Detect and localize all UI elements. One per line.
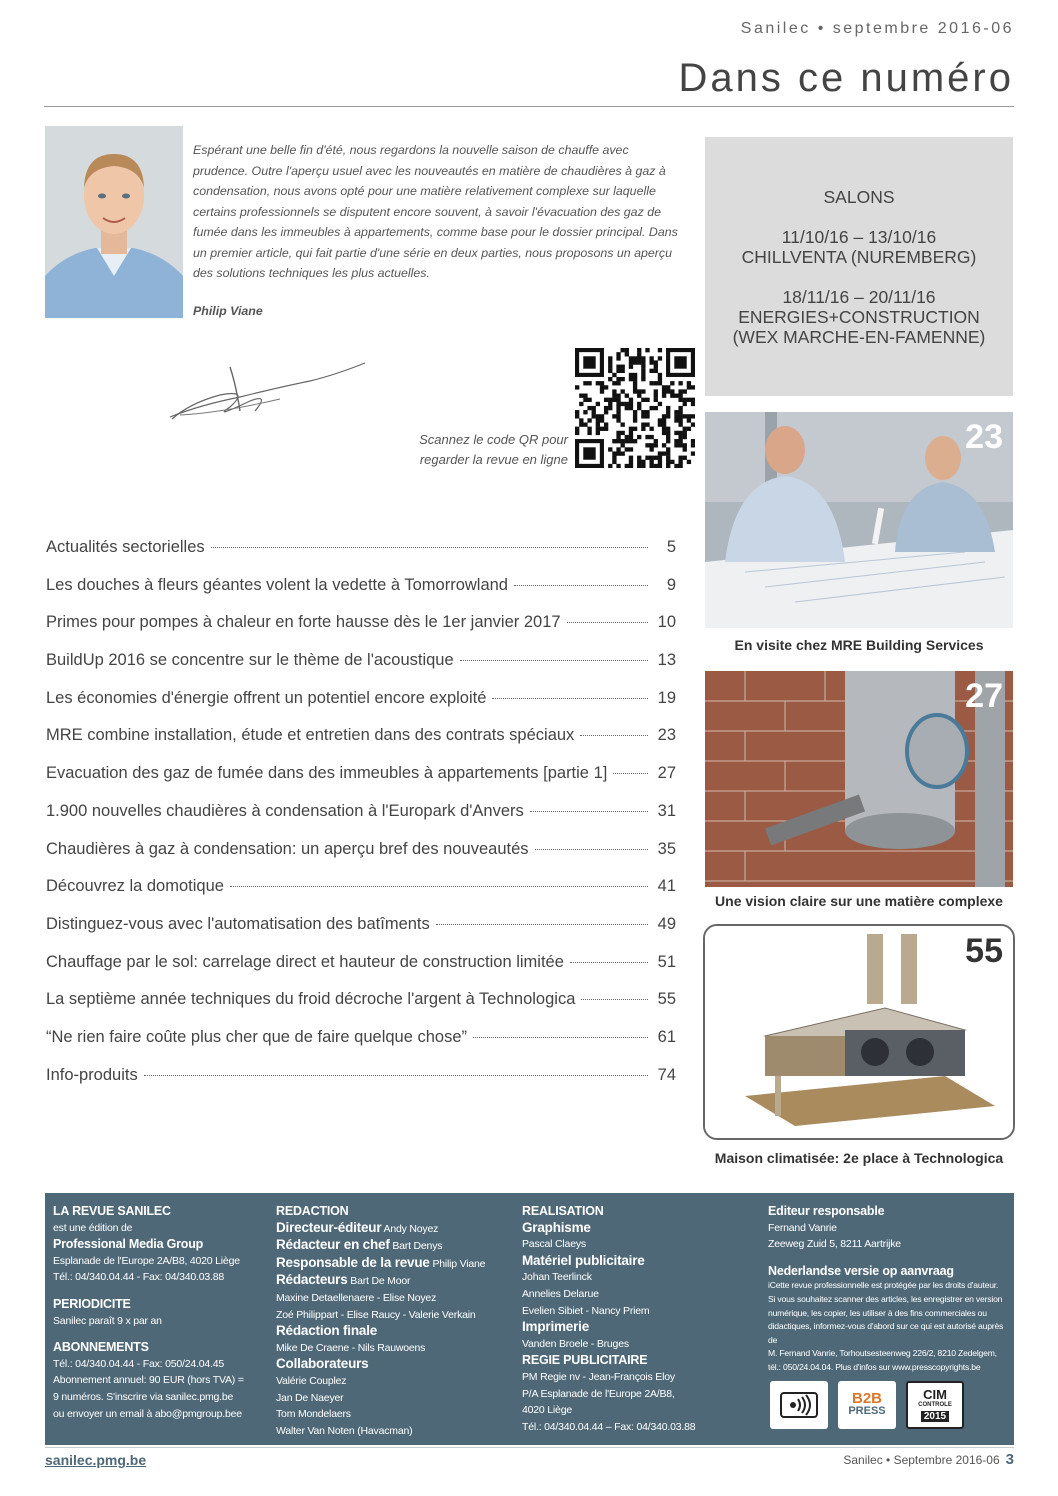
salon-event bbox=[705, 227, 1013, 267]
colophon-line: Si vous souhaitez scanner des articles, les enregistrer en version bbox=[768, 1293, 1003, 1304]
colophon-person: Philip Viane bbox=[432, 1257, 486, 1270]
toc-leader bbox=[580, 735, 648, 736]
salon-dates: 11/10/16 – 13/10/16 bbox=[781, 227, 937, 247]
editor-name: Philip Viane bbox=[193, 304, 263, 318]
toc-leader bbox=[613, 773, 648, 774]
toc-leader bbox=[460, 660, 648, 661]
colophon-line: PM Regie nv - Jean-François Eloy bbox=[522, 1370, 675, 1383]
colophon-line: tél.: 050/24.04.04. Plus d'infos sur www.presscopyrights.be bbox=[768, 1361, 981, 1372]
toc-entry-title: 1.900 nouvelles chaudières à condensation à l'Europark d'Anvers bbox=[46, 801, 524, 820]
toc-entry-title: Actualités sectorielles bbox=[46, 538, 205, 556]
logo-row bbox=[770, 1381, 964, 1429]
colophon-role: Matériel publicitaire bbox=[522, 1252, 645, 1268]
toc-entry-title: La septième année techniques du froid décroche l'argent à Technologica bbox=[46, 990, 576, 1009]
colophon-line: Walter Van Noten (Havacman) bbox=[276, 1424, 413, 1437]
colophon-role: Collaborateurs bbox=[276, 1356, 369, 1372]
colophon-role: Graphisme bbox=[522, 1219, 591, 1235]
colophon-line: Sanilec paraît 9 x par an bbox=[53, 1314, 162, 1327]
toc-entry-title: Chaudières à gaz à condensation: un aperçu bref des nouveautés bbox=[46, 839, 529, 858]
toc-leader bbox=[570, 962, 648, 963]
toc-entry-title: MRE combine installation, étude et entretien dans des contrats spéciaux bbox=[46, 726, 575, 745]
feature-page-number: 27 bbox=[965, 677, 1003, 715]
toc-entry-title: Les économies d'énergie offrent un potentiel encore exploité bbox=[46, 688, 487, 707]
page-title: Dans ce numéro bbox=[678, 56, 1014, 100]
toc-entry-title: Chauffage par le sol: carrelage direct et hauteur de construction limitée bbox=[46, 952, 564, 971]
toc-entry-page: 41 bbox=[657, 877, 676, 896]
toc-entry[interactable] bbox=[46, 915, 676, 953]
toc-entry[interactable] bbox=[46, 990, 676, 1028]
toc-entry[interactable] bbox=[46, 1028, 676, 1066]
toc-entry[interactable] bbox=[46, 613, 676, 651]
colophon-line: Tél.: 04/340.04.44 – Fax: 04/340.03.88 bbox=[522, 1420, 696, 1433]
toc-entry-page: 74 bbox=[657, 1065, 676, 1084]
toc-entry[interactable] bbox=[46, 726, 676, 764]
salon-dates: 18/11/16 – 20/11/16 bbox=[782, 287, 936, 307]
colophon-heading: Editeur responsable bbox=[768, 1204, 885, 1218]
toc-entry[interactable] bbox=[46, 689, 676, 727]
colophon-line: Fernand Vanrie bbox=[768, 1221, 837, 1234]
toc-leader bbox=[492, 698, 648, 699]
salons-box bbox=[705, 137, 1013, 396]
colophon-heading: REDACTION bbox=[276, 1204, 349, 1218]
colophon-line: P/A Esplanade de l'Europe 2A/B8, bbox=[522, 1387, 675, 1400]
toc-entry-page: 13 bbox=[657, 651, 676, 670]
colophon-line: Johan Teerlinck bbox=[522, 1271, 592, 1284]
toc-entry-title: Distinguez-vous avec l'automatisation des batîments bbox=[46, 914, 430, 933]
toc-leader bbox=[144, 1075, 648, 1076]
colophon-line: 9 numéros. S'inscrire via sanilec.pmg.be bbox=[53, 1390, 234, 1403]
colophon-person: Bart Denys bbox=[392, 1240, 443, 1253]
page-footer bbox=[843, 1451, 1014, 1468]
salon-event bbox=[705, 287, 1013, 347]
feature-page-number: 23 bbox=[965, 418, 1003, 456]
colophon-line: didactiques, informez-vous d'abord sur ce qui est autorisé auprès de bbox=[768, 1321, 1004, 1345]
colophon-heading: Nederlandse versie op aanvraag bbox=[768, 1263, 954, 1278]
toc-leader bbox=[567, 622, 648, 623]
toc-entry[interactable] bbox=[46, 576, 676, 614]
colophon-role: Imprimerie bbox=[522, 1319, 590, 1335]
colophon-line: Mike De Craene - Nils Rauwoens bbox=[276, 1341, 426, 1354]
toc-leader bbox=[473, 1037, 648, 1038]
colophon-line: Annelies Delarue bbox=[522, 1287, 599, 1300]
colophon-redaction bbox=[276, 1203, 516, 1439]
contactless-logo bbox=[770, 1381, 828, 1429]
colophon-role: Rédacteur en chef bbox=[276, 1237, 390, 1253]
colophon-heading: LA REVUE SANILEC bbox=[53, 1204, 171, 1218]
site-url-link[interactable]: sanilec.pmg.be bbox=[45, 1452, 147, 1468]
toc-entry-page: 9 bbox=[666, 575, 676, 594]
toc-entry-page: 51 bbox=[657, 952, 676, 971]
qr-caption: Scannez le code QR pour regarder la revue en ligne bbox=[419, 432, 568, 467]
colophon-publisher bbox=[53, 1203, 273, 1422]
b2b-logo-text: B2B bbox=[851, 1390, 882, 1407]
feature-photo-installation[interactable] bbox=[703, 924, 1015, 1140]
feature-caption: Maison climatisée: 2e place à Technologica bbox=[714, 1150, 1004, 1166]
toc-entry-page: 23 bbox=[657, 726, 676, 745]
colophon bbox=[45, 1193, 1014, 1445]
colophon-role: Responsable de la revue bbox=[276, 1254, 430, 1270]
toc-entry[interactable] bbox=[46, 1066, 676, 1104]
colophon-heading: REGIE PUBLICITAIRE bbox=[522, 1353, 648, 1368]
toc-leader bbox=[211, 547, 648, 548]
colophon-line: Zoé Philippart - Elise Raucy - Valerie Verkain bbox=[276, 1308, 476, 1321]
toc-entry-page: 49 bbox=[657, 914, 676, 933]
toc-entry[interactable] bbox=[46, 651, 676, 689]
toc-entry[interactable] bbox=[46, 764, 676, 802]
salon-name: CHILLVENTA (NUREMBERG) bbox=[741, 247, 977, 267]
colophon-line: Maxine Detaellenaere - Elise Noyez bbox=[276, 1291, 437, 1304]
colophon-line: Jan De Naeyer bbox=[276, 1391, 344, 1404]
colophon-role: Directeur-éditeur bbox=[276, 1219, 382, 1235]
toc-entry[interactable] bbox=[46, 877, 676, 915]
cim-logo-sub: CONTROLE bbox=[918, 1401, 952, 1408]
colophon-role: Rédaction finale bbox=[276, 1323, 378, 1339]
qr-code[interactable] bbox=[575, 348, 695, 468]
colophon-heading: ABONNEMENTS bbox=[53, 1340, 149, 1355]
feature-photo-meeting[interactable] bbox=[705, 412, 1013, 628]
cim-logo bbox=[906, 1381, 964, 1429]
toc-entry-title: Découvrez la domotique bbox=[46, 877, 224, 896]
editor-photo bbox=[45, 126, 183, 318]
colophon-line: Abonnement annuel: 90 EUR (hors TVA) = bbox=[53, 1374, 244, 1387]
colophon-line: Pascal Claeys bbox=[522, 1238, 586, 1251]
toc-entry-page: 5 bbox=[666, 538, 676, 556]
toc-entry-page: 35 bbox=[657, 839, 676, 858]
colophon-person: Andy Noyez bbox=[383, 1222, 439, 1235]
toc-entry-page: 10 bbox=[657, 613, 676, 632]
toc-entry-page: 31 bbox=[657, 801, 676, 820]
page-number: 3 bbox=[1005, 1451, 1014, 1468]
cim-logo-year: 2015 bbox=[921, 1411, 949, 1422]
toc-entry-page: 27 bbox=[657, 764, 676, 783]
colophon-realisation bbox=[522, 1203, 762, 1435]
signature-image bbox=[160, 355, 370, 435]
salons-title: SALONS bbox=[823, 187, 895, 207]
toc-leader bbox=[230, 886, 648, 887]
colophon-heading: Professional Media Group bbox=[53, 1237, 204, 1252]
colophon-line: Vanden Broele - Bruges bbox=[522, 1337, 629, 1350]
toc-entry-title: Evacuation des gaz de fumée dans des immeubles à appartements [partie 1] bbox=[46, 764, 608, 783]
salon-name: ENERGIES+CONSTRUCTION (WEX MARCHE-EN-FAMENNE) bbox=[732, 307, 986, 347]
toc-entry[interactable] bbox=[46, 802, 676, 840]
toc-entry-title: Les douches à fleurs géantes volent la vedette à Tomorrowland bbox=[46, 575, 508, 594]
editorial-text: Espérant une belle fin d'été, nous regardons la nouvelle saison de chauffe avec prudence. Outre l'aperçu usuel avec les nouveautés en matière de chaudières à gaz à condensation, nous avons opté pour une matière relativement complexe sur laquelle certains professionnels se disputent encore souvent, à savoir l'évacuation des gaz de fumée dans les immeubles à appartements, comme base pour le dossier principal. Dans un premier article, qui fait partie d'une série en deux parties, nous proposons un aperçu des solutions techniques les plus actuelles. bbox=[193, 143, 678, 280]
feature-page-number: 55 bbox=[965, 932, 1003, 970]
toc-entry-page: 19 bbox=[657, 688, 676, 707]
toc-entry-title: BuildUp 2016 se concentre sur le thème de l'acoustique bbox=[46, 651, 454, 670]
cim-logo-text: CIM bbox=[923, 1386, 947, 1402]
colophon-line: est une édition de bbox=[53, 1221, 133, 1234]
colophon-line: Tom Mondelaers bbox=[276, 1408, 351, 1421]
table-of-contents bbox=[46, 538, 676, 1103]
colophon-line: Tél.: 04/340.04.44 - Fax: 04/340.03.88 bbox=[53, 1271, 225, 1284]
b2b-press-logo bbox=[838, 1381, 896, 1429]
colophon-line: Tél.: 04/340.04.44 - Fax: 050/24.04.45 bbox=[53, 1357, 225, 1370]
colophon-heading: REALISATION bbox=[522, 1204, 604, 1218]
toc-leader bbox=[530, 811, 648, 812]
toc-entry-page: 55 bbox=[657, 990, 676, 1009]
colophon-line: Evelien Sibiet - Nancy Priem bbox=[522, 1304, 650, 1317]
colophon-line: ou envoyer un email à abo@pmgroup.bee bbox=[53, 1407, 242, 1420]
colophon-line: M. Fernand Vanrie, Torhoutsesteenweg 226/2, 8210 Zedelgem, bbox=[768, 1348, 997, 1359]
toc-entry-title: Info-produits bbox=[46, 1065, 138, 1084]
page-footer-label: Sanilec • Septembre 2016-06 bbox=[843, 1453, 1000, 1467]
feature-photo-flue[interactable] bbox=[705, 671, 1013, 887]
feature-caption: En visite chez MRE Building Services bbox=[734, 637, 984, 653]
toc-entry[interactable] bbox=[46, 538, 676, 576]
colophon-role: Rédacteurs bbox=[276, 1272, 348, 1288]
issue-line: Sanilec • septembre 2016-06 bbox=[740, 20, 1014, 37]
colophon-line: iCette revue professionnelle est protégée par les droits d'auteur. bbox=[768, 1280, 999, 1291]
colophon-line: 4020 Liège bbox=[522, 1404, 572, 1417]
toc-entry-title: Primes pour pompes à chaleur en forte hausse dès le 1er janvier 2017 bbox=[46, 613, 561, 632]
footer-divider bbox=[45, 1447, 1014, 1448]
toc-entry-title: “Ne rien faire coûte plus cher que de faire quelque chose” bbox=[46, 1027, 467, 1046]
colophon-editor bbox=[768, 1203, 1010, 1375]
feature-caption: Une vision claire sur une matière complexe bbox=[715, 893, 1003, 909]
toc-leader bbox=[535, 849, 648, 850]
toc-leader bbox=[581, 999, 648, 1000]
toc-leader bbox=[436, 924, 648, 925]
toc-entry[interactable] bbox=[46, 953, 676, 991]
colophon-heading: PERIODICITE bbox=[53, 1296, 131, 1311]
toc-leader bbox=[514, 585, 648, 586]
press-logo-text: PRESS bbox=[848, 1405, 886, 1417]
title-divider bbox=[44, 106, 1014, 107]
toc-entry[interactable] bbox=[46, 840, 676, 878]
colophon-line: Esplanade de l'Europe 2A/B8, 4020 Liège bbox=[53, 1254, 240, 1267]
toc-entry-page: 61 bbox=[657, 1027, 676, 1046]
colophon-line: Valérie Couplez bbox=[276, 1374, 347, 1387]
colophon-line: numérique, les copier, les utiliser à des fins commerciales ou bbox=[768, 1307, 987, 1318]
colophon-person: Bart De Moor bbox=[350, 1275, 411, 1288]
colophon-line: Zeeweg Zuid 5, 8211 Aartrijke bbox=[768, 1238, 901, 1251]
